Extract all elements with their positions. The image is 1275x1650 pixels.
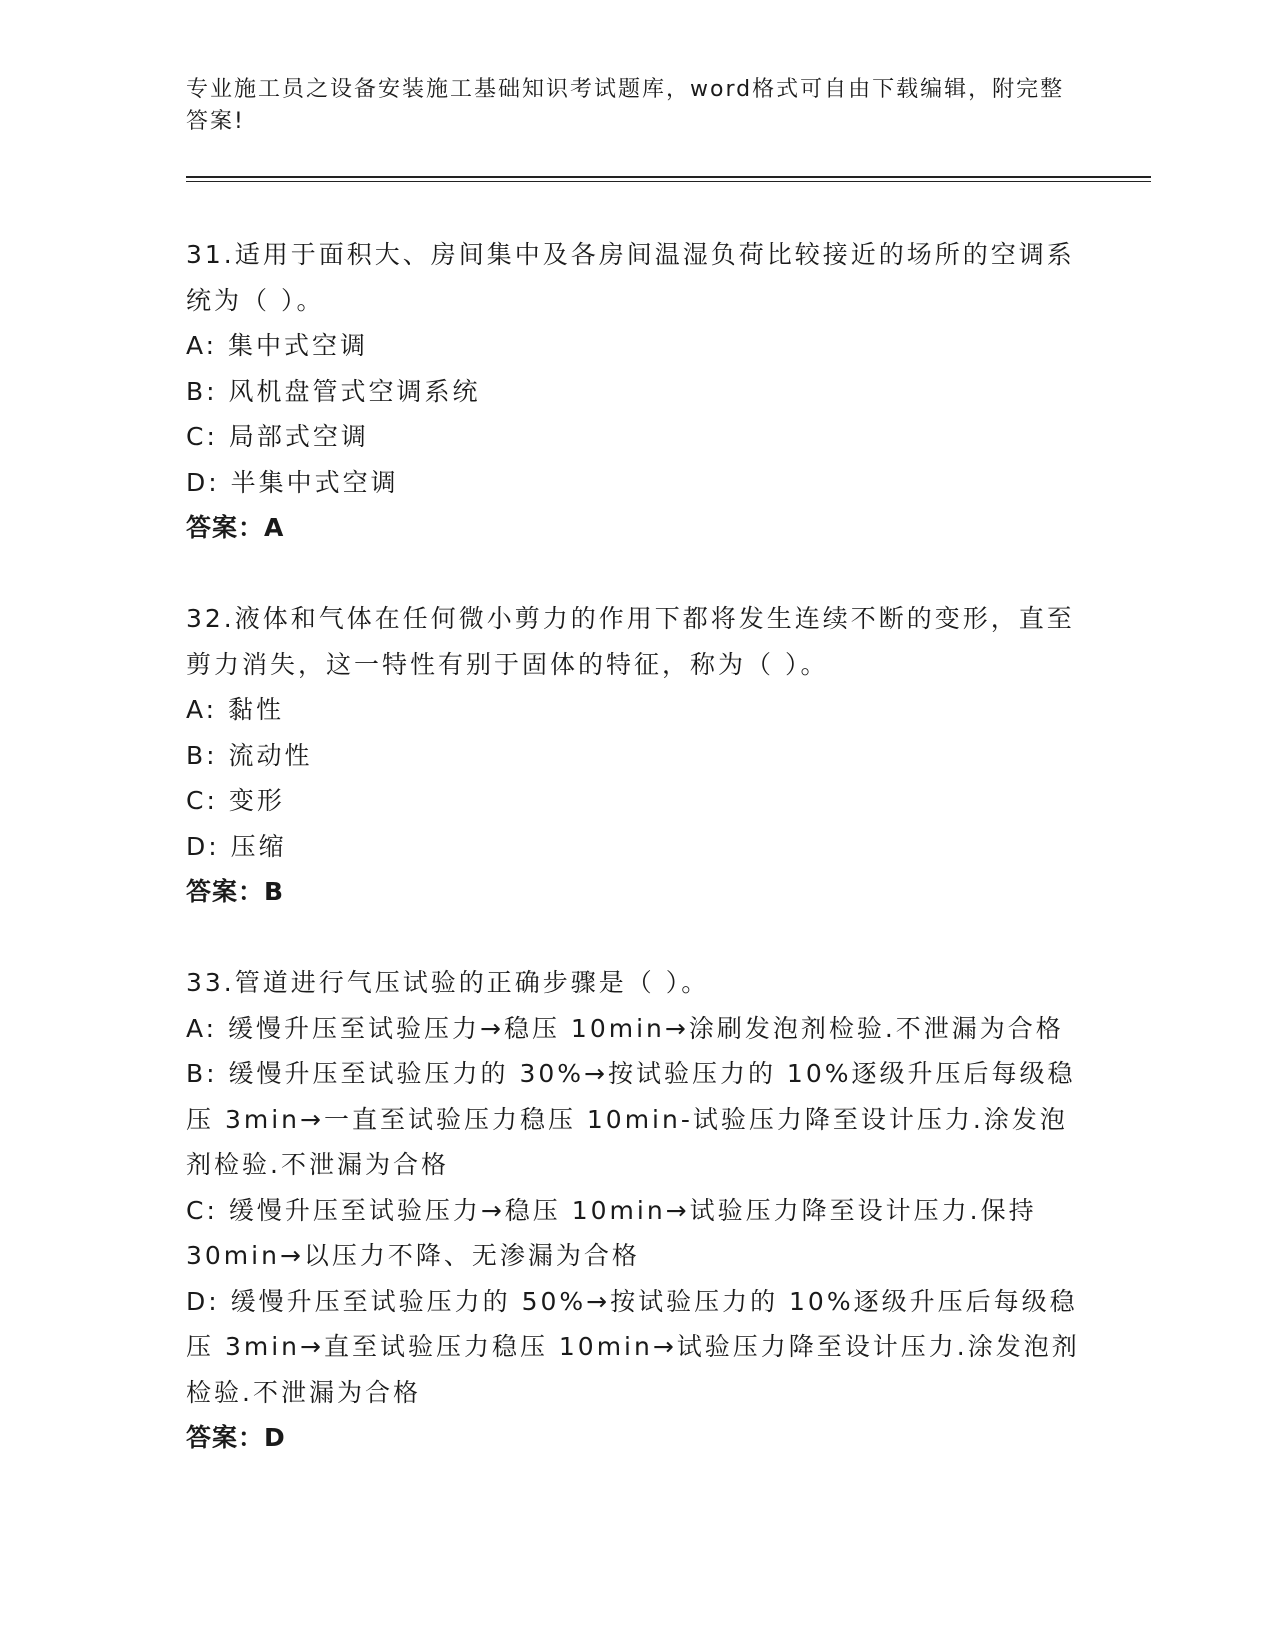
question-stem: 32.液体和气体在任何微小剪力的作用下都将发生连续不断的变形，直至剪力消失，这一特性有别于固体的特征，称为（ ）。 [186, 604, 1075, 679]
question-32 [186, 596, 1086, 915]
question-stem: 33.管道进行气压试验的正确步骤是（ ）。 [186, 968, 710, 997]
option-a: A: 缓慢升压至试验压力→稳压 10min→涂刷发泡剂检验.不泄漏为合格 [186, 1013, 1064, 1043]
answer: 答案：B [186, 877, 285, 906]
option-d: D: 压缩 [186, 831, 287, 861]
option-d: D: 缓慢升压至试验压力的 50%→按试验压力的 10%逐级升压后每级稳压 3min→直至试验压力稳压 10min→试验压力降至设计压力.涂发泡剂检验.不泄漏为合格 [186, 1286, 1080, 1407]
option-c: C: 局部式空调 [186, 422, 369, 451]
document-header: 专业施工员之设备安装施工基础知识考试题库，word格式可自由下载编辑，附完整答案! [186, 77, 1065, 134]
option-b: B: 缓慢升压至试验压力的 30%→按试验压力的 10%逐级升压后每级稳压 3min→一直至试验压力稳压 10min-试验压力降至设计压力.涂发泡剂检验.不泄漏为合格 [186, 1059, 1076, 1179]
option-d: D: 半集中式空调 [186, 467, 399, 497]
question-stem: 31.适用于面积大、房间集中及各房间温湿负荷比较接近的场所的空调系统为（ ）。 [186, 240, 1075, 315]
option-c: C: 变形 [186, 786, 285, 815]
header-rule-thin [186, 181, 1151, 182]
option-b: B: 流动性 [186, 740, 313, 770]
option-a: A: 集中式空调 [186, 331, 369, 360]
option-b: B: 风机盘管式空调系统 [186, 376, 481, 406]
option-c: C: 缓慢升压至试验压力→稳压 10min→试验压力降至设计压力.保持 30min→以压力不降、无渗漏为合格 [186, 1195, 1037, 1270]
question-list [186, 232, 1086, 1506]
header-rule-thick [186, 176, 1151, 178]
question-33 [186, 960, 1086, 1461]
answer: 答案：D [186, 1423, 286, 1452]
option-a: A: 黏性 [186, 695, 285, 724]
question-31 [186, 232, 1086, 551]
answer: 答案：A [186, 513, 285, 542]
